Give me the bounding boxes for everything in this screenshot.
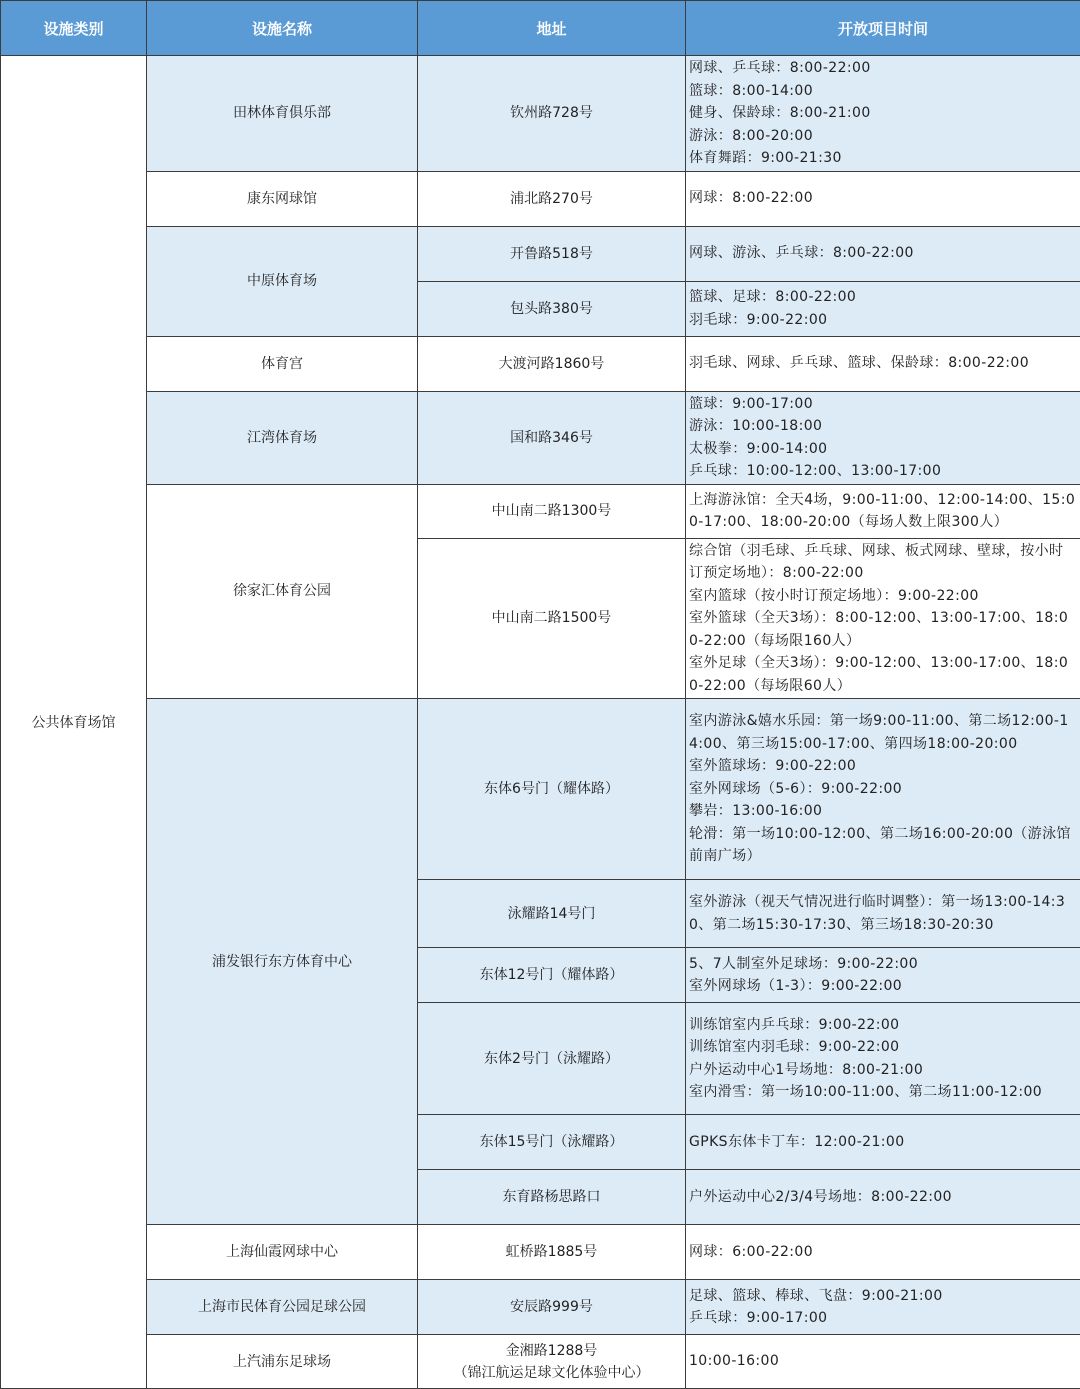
hours-line: 训练馆室内乒乓球：9:00-22:00 [689, 1014, 1077, 1037]
hours-line: 篮球：9:00-17:00 [689, 393, 1077, 416]
table-row [1, 226, 1080, 281]
hours-cell [686, 336, 1080, 391]
hours-line: 乒乓球：9:00-17:00 [689, 1307, 1077, 1330]
address-cell [418, 1003, 686, 1115]
address-line: 东体12号门（耀体路） [418, 964, 685, 986]
hours-line: 室外篮球场：9:00-22:00 [689, 755, 1077, 778]
hours-line: 游泳：8:00-20:00 [689, 125, 1077, 148]
address-line: 开鲁路518号 [418, 243, 685, 265]
hours-cell [686, 56, 1080, 172]
address-cell [418, 226, 686, 281]
hours-line: 网球、游泳、乒乓球：8:00-22:00 [689, 242, 1077, 265]
address-cell [418, 56, 686, 172]
address-line: 金湘路1288号 [418, 1340, 685, 1362]
hours-line: 羽毛球、网球、乒乓球、篮球、保龄球：8:00-22:00 [689, 352, 1077, 375]
hours-cell [686, 948, 1080, 1003]
hours-line: 5、7人制室外足球场：9:00-22:00 [689, 953, 1077, 976]
address-line: 浦北路270号 [418, 188, 685, 210]
hours-cell [686, 1115, 1080, 1170]
hours-line: 健身、保龄球：8:00-21:00 [689, 102, 1077, 125]
address-cell [418, 948, 686, 1003]
hours-line: 体育舞蹈：9:00-21:30 [689, 147, 1077, 170]
hours-line: 室外篮球（全天3场）：8:00-12:00、13:00-17:00、18:00-22:00（每场限160人） [689, 607, 1077, 652]
address-cell [418, 281, 686, 336]
address-cell [418, 484, 686, 538]
hours-line: 训练馆室内羽毛球：9:00-22:00 [689, 1036, 1077, 1059]
hours-line: 室内游泳&嬉水乐园：第一场9:00-11:00、第二场12:00-14:00、第三场15:00-17:00、第四场18:00-20:00 [689, 710, 1077, 755]
table-row [1, 699, 1080, 880]
address-line: 安辰路999号 [418, 1296, 685, 1318]
header-name: 设施名称 [147, 1, 418, 56]
hours-line: 室外网球场（1-3）：9:00-22:00 [689, 975, 1077, 998]
address-line: 大渡河路1860号 [418, 353, 685, 375]
address-line: 钦州路728号 [418, 102, 685, 124]
facility-name-cell: 浦发银行东方体育中心 [147, 699, 418, 1225]
facility-name-cell: 康东网球馆 [147, 171, 418, 226]
hours-line: 足球、篮球、棒球、飞盘：9:00-21:00 [689, 1285, 1077, 1308]
hours-line: 户外运动中心2/3/4号场地：8:00-22:00 [689, 1186, 1077, 1209]
facility-name-cell: 中原体育场 [147, 226, 418, 336]
address-line: 中山南二路1500号 [418, 607, 685, 629]
hours-cell [686, 1225, 1080, 1280]
facility-name-cell: 田林体育俱乐部 [147, 56, 418, 172]
header-category: 设施类别 [1, 1, 147, 56]
table-row [1, 1225, 1080, 1280]
hours-cell [686, 1170, 1080, 1225]
address-line: 泳耀路14号门 [418, 903, 685, 925]
address-line: （锦江航运足球文化体验中心） [418, 1362, 685, 1384]
address-cell [418, 1115, 686, 1170]
address-line: 东体2号门（泳耀路） [418, 1048, 685, 1070]
hours-cell [686, 880, 1080, 948]
address-cell [418, 538, 686, 699]
hours-line: GPKS东体卡丁车：12:00-21:00 [689, 1131, 1077, 1154]
hours-cell [686, 281, 1080, 336]
hours-line: 户外运动中心1号场地：8:00-21:00 [689, 1059, 1077, 1082]
hours-line: 篮球：8:00-14:00 [689, 80, 1077, 103]
header-hours: 开放项目时间 [686, 1, 1080, 56]
hours-cell [686, 226, 1080, 281]
address-cell [418, 336, 686, 391]
address-cell [418, 1280, 686, 1335]
table-row [1, 56, 1080, 172]
hours-cell [686, 699, 1080, 880]
hours-line: 室内篮球（按小时订预定场地）：9:00-22:00 [689, 585, 1077, 608]
address-line: 东育路杨思路口 [418, 1186, 685, 1208]
facility-name-cell: 徐家汇体育公园 [147, 484, 418, 699]
category-cell: 公共体育场馆 [1, 56, 147, 1389]
hours-cell [686, 538, 1080, 699]
address-cell [418, 1225, 686, 1280]
table-row [1, 1335, 1080, 1389]
hours-cell [686, 1280, 1080, 1335]
hours-line: 网球、乒乓球：8:00-22:00 [689, 57, 1077, 80]
address-cell [418, 1170, 686, 1225]
address-line: 虹桥路1885号 [418, 1241, 685, 1263]
hours-line: 乒乓球：10:00-12:00、13:00-17:00 [689, 460, 1077, 483]
hours-line: 羽毛球：9:00-22:00 [689, 309, 1077, 332]
facility-name-cell: 江湾体育场 [147, 391, 418, 484]
address-cell [418, 699, 686, 880]
hours-line: 太极拳：9:00-14:00 [689, 438, 1077, 461]
hours-line: 室外网球场（5-6）：9:00-22:00 [689, 778, 1077, 801]
hours-line: 10:00-16:00 [689, 1350, 1077, 1373]
hours-line: 网球：6:00-22:00 [689, 1241, 1077, 1264]
hours-cell [686, 391, 1080, 484]
hours-line: 篮球、足球：8:00-22:00 [689, 286, 1077, 309]
table-row [1, 484, 1080, 538]
facility-name-cell: 上海市民体育公园足球公园 [147, 1280, 418, 1335]
header-row [1, 1, 1080, 56]
facility-name-cell: 上海仙霞网球中心 [147, 1225, 418, 1280]
hours-line: 综合馆（羽毛球、乒乓球、网球、板式网球、壁球，按小时订预定场地）：8:00-22:00 [689, 540, 1077, 585]
address-line: 包头路380号 [418, 298, 685, 320]
table-row [1, 1280, 1080, 1335]
facility-name-cell: 体育宫 [147, 336, 418, 391]
hours-line: 上海游泳馆：全天4场，9:00-11:00、12:00-14:00、15:00-17:00、18:00-20:00（每场人数上限300人） [689, 489, 1077, 534]
address-line: 中山南二路1300号 [418, 500, 685, 522]
table-row [1, 336, 1080, 391]
hours-line: 室外游泳（视天气情况进行临时调整）：第一场13:00-14:30、第二场15:30-17:30、第三场18:30-20:30 [689, 891, 1077, 936]
address-line: 东体15号门（泳耀路） [418, 1131, 685, 1153]
table-row [1, 391, 1080, 484]
address-line: 东体6号门（耀体路） [418, 778, 685, 800]
hours-line: 游泳：10:00-18:00 [689, 415, 1077, 438]
hours-cell [686, 1335, 1080, 1389]
facility-name-cell: 上汽浦东足球场 [147, 1335, 418, 1389]
hours-line: 室内滑雪：第一场10:00-11:00、第二场11:00-12:00 [689, 1081, 1077, 1104]
address-cell [418, 391, 686, 484]
hours-cell [686, 171, 1080, 226]
table-body [1, 56, 1080, 1389]
address-cell [418, 171, 686, 226]
hours-line: 轮滑：第一场10:00-12:00、第二场16:00-20:00（游泳馆前南广场） [689, 823, 1077, 868]
header-address: 地址 [418, 1, 686, 56]
address-cell [418, 1335, 686, 1389]
address-cell [418, 880, 686, 948]
address-line: 国和路346号 [418, 427, 685, 449]
table-row [1, 171, 1080, 226]
hours-cell [686, 484, 1080, 538]
hours-line: 室外足球（全天3场）：9:00-12:00、13:00-17:00、18:00-22:00（每场限60人） [689, 652, 1077, 697]
hours-cell [686, 1003, 1080, 1115]
hours-line: 网球：8:00-22:00 [689, 187, 1077, 210]
hours-line: 攀岩：13:00-16:00 [689, 800, 1077, 823]
